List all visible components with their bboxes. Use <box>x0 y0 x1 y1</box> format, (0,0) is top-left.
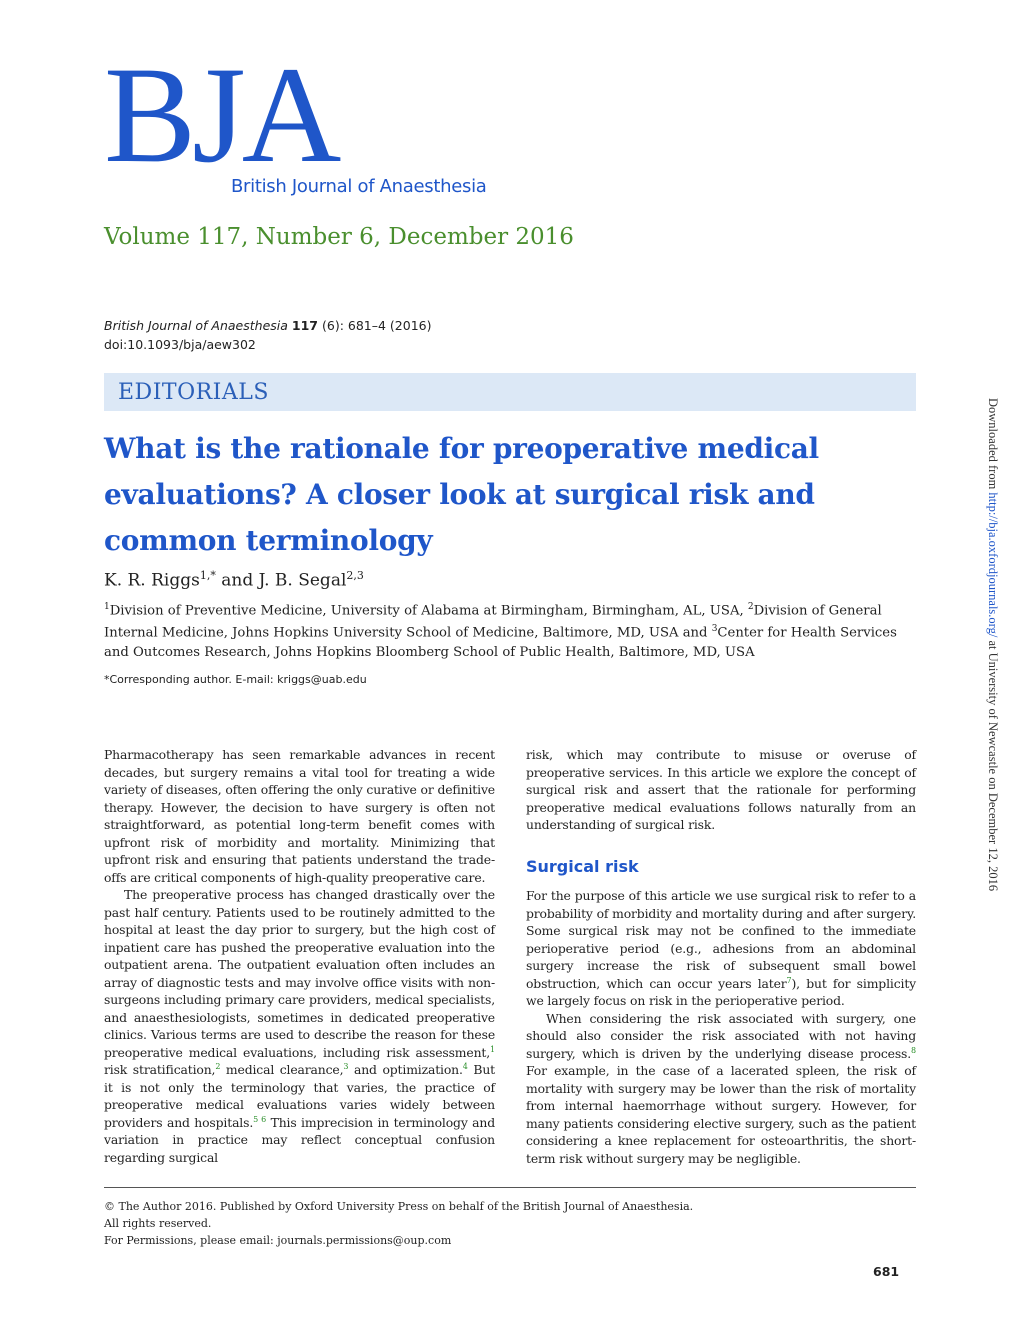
copyright-line: © The Author 2016. Published by Oxford University Press on behalf of the British Journal of Anaesthesia. <box>104 1200 694 1213</box>
author-1[interactable]: K. R. Riggs <box>104 570 200 591</box>
author-list <box>104 569 364 591</box>
paragraph: risk, which may contribute to misuse or overuse of preoperative services. In this article we explore the concept of surgical risk and assert that the rationale for performing preoperative medical evaluations follows naturally from an understanding of surgical risk. <box>526 747 916 832</box>
page-number: 681 <box>873 1264 900 1279</box>
body-right-column-top <box>526 746 916 834</box>
reference-link[interactable]: 2 <box>215 1061 221 1071</box>
reference-link[interactable]: 4 <box>462 1061 468 1071</box>
paragraph: Pharmacotherapy has seen remarkable advances in recent decades, but surgery remains a vital tool for treating a wide variety of diseases, often offering the only curative or definitive therapy. However, the decision to have surgery is often not straightforward, as potential long-term benefit comes with upfront risk of morbidity and mortality. Minimizing that upfront risk and ensuring that patients understand the trade-offs are critical components of high-quality preoperative care. <box>104 747 495 885</box>
copyright-footer <box>104 1198 693 1249</box>
footer-divider <box>104 1187 916 1188</box>
paragraph: The preoperative process has changed drastically over the past half century. Patients used to be routinely admitted to the hospital at least the day prior to surgery, but the high cost of inpatient care has pushed the preoperative evaluation into the outpatient arena. The outpatient evaluation often includes an array of diagnostic tests and may involve office visits with non-surgeons including primary care providers, medical specialists, and anaesthesiologists, sometimes in dedicated preoperative clinics. Various terms are used to describe the reason for these preoperative medical evaluations, including risk assessment,$^1$ risk stratification,$^2$ medical clearance,$^3$ and optimization.$^4$ But it is not only the terminology that varies, the practice of preoperative medical evaluations varies widely between providers and hospitals.$^{5 6}$ This imprecision in terminology and variation in practice may reflect conceptual confusion regarding surgical <box>104 887 496 1165</box>
permissions-line: For Permissions, please email: journals.permissions@oup.com <box>104 1234 452 1247</box>
affil-3-num: 3 <box>711 624 718 635</box>
citation-pages: (6): 681–4 (2016) <box>321 318 432 333</box>
author-separator: and <box>215 570 259 591</box>
article-title: What is the rationale for preoperative medical evaluations? A closer look at surgical risk and common terminology <box>104 432 819 557</box>
affil-3: Center for Health Services and Outcomes Research, Johns Hopkins Bloomberg School of Public Health, Baltimore, MD, USA <box>104 625 897 660</box>
section-label: EDITORIALS <box>118 380 269 405</box>
affil-1: Division of Preventive Medicine, University of Alabama at Birmingham, Birmingham, AL, USA, <box>109 603 748 619</box>
citation-journal: British Journal of Anaesthesia <box>104 318 288 333</box>
citation-doi[interactable]: doi:10.1093/bja/aew302 <box>104 337 256 352</box>
corresponding-author: *Corresponding author. E-mail: kriggs@uab.edu <box>104 673 367 686</box>
citation <box>104 316 431 354</box>
body-right-column <box>526 887 916 1167</box>
affil-2: Division of General Internal Medicine, Johns Hopkins University School of Medicine, Baltimore, MD, USA and <box>104 603 882 641</box>
body-left-column <box>104 746 495 1166</box>
reference-link[interactable]: 3 <box>343 1061 349 1071</box>
author-1-affil: 1,* <box>199 569 216 582</box>
paragraph: When considering the risk associated with surgery, one should also consider the risk associated with not having surgery, which is driven by the underlying disease process.$^8$ For example, in the case of a lacerated spleen, the risk of mortality with surgery may be lower than the risk of mortality from internal haemorrhage without surgery. However, for many patients considering elective surgery, such as the patient considering a knee replacement for osteoarthritis, the short-term risk without surgery may be negligible. <box>526 1010 916 1166</box>
reference-link[interactable]: 7 <box>786 975 792 985</box>
journal-name: British Journal of Anaesthesia <box>231 176 487 197</box>
affil-1-num: 1 <box>104 602 110 612</box>
affiliations <box>104 598 904 662</box>
reference-link[interactable]: 5 6 <box>253 1114 267 1124</box>
section-heading: Surgical risk <box>526 857 639 876</box>
journal-logo: BJA <box>104 38 338 191</box>
journal-url-link[interactable]: http://bja.oxfordjournals.org/ <box>986 492 1000 638</box>
author-2[interactable]: J. B. Segal <box>258 570 347 591</box>
paragraph: For the purpose of this article we use surgical risk to refer to a probability of morbidity and mortality during and after surgery. Some surgical risk may not be confined to the immediate perioperative period (e.g., adhesions from an abdominal surgery increase the risk of subsequent small bowel obstruction, which can occur years later$^7$), but for simplicity we largely focus on risk in the perioperative period. <box>526 888 916 1008</box>
reference-link[interactable]: 8 <box>911 1045 916 1055</box>
reference-link[interactable]: 1 <box>490 1044 495 1054</box>
citation-volume: 117 <box>291 318 318 333</box>
affil-2-num: 2 <box>747 602 754 612</box>
download-watermark: Downloaded from http://bja.oxfordjournals.org/ at University of Newcastle on December 12, 2016 <box>986 398 1000 892</box>
rights-line: All rights reserved. <box>104 1217 212 1230</box>
volume-line: Volume 117, Number 6, December 2016 <box>104 224 574 250</box>
author-2-affil: 2,3 <box>346 569 364 582</box>
